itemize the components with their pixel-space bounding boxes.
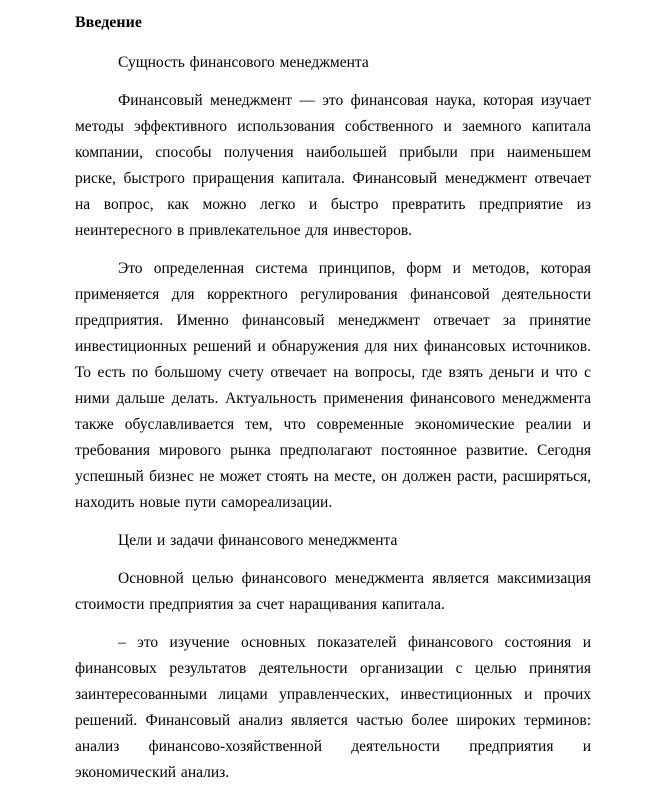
paragraph-body-1: Финансовый менеджмент — это финансовая наука, которая изучает методы эффективного использования собственного и заемного капитала компании, способы получения наибольшей прибыли при наименьшем риске, быстрого приращения капитала. Финансовый менеджмент отвечает на вопрос, как можно легко и быстро превратить предприятие из неинтересного в привлекательное для инвесторов. xyxy=(75,92,591,239)
paragraph-subheading-goals: Цели и задачи финансового менеджмента xyxy=(118,532,398,549)
document-title: Введение xyxy=(75,14,142,31)
paragraph-body-4: – это изучение основных показателей финансового состояния и финансовых результатов деятельности организации с целью принятия заинтересованными лицами управленческих, инвестиционных и прочих решений. Финансовый анализ является частью более широких терминов: анализ финансово-хозяйственной деятельности предприятия и экономический анализ. xyxy=(75,634,591,781)
paragraph-body-2: Это определенная система принципов, форм и методов, которая применяется для корректного регулирования финансовой деятельности предприятия. Именно финансовый менеджмент отвечает за принятие инвестиционных решений и обнаружения для них финансовых источников. То есть по большому счету отвечает на вопросы, где взять деньги и что с ними дальше делать. Актуальность применения финансового менеджмента также обуславливается тем, что современные экономические реалии и требования мирового рынка предполагают постоянное развитие. Сегодня успешный бизнес не может стоять на месте, он должен расти, расширяться, находить новые пути самореализации. xyxy=(75,260,591,511)
paragraph-subheading-essence: Сущность финансового менеджмента xyxy=(118,54,369,71)
paragraph-body-3: Основной целью финансового менеджмента является максимизация стоимости предприятия за счет наращивания капитала. xyxy=(75,570,591,613)
